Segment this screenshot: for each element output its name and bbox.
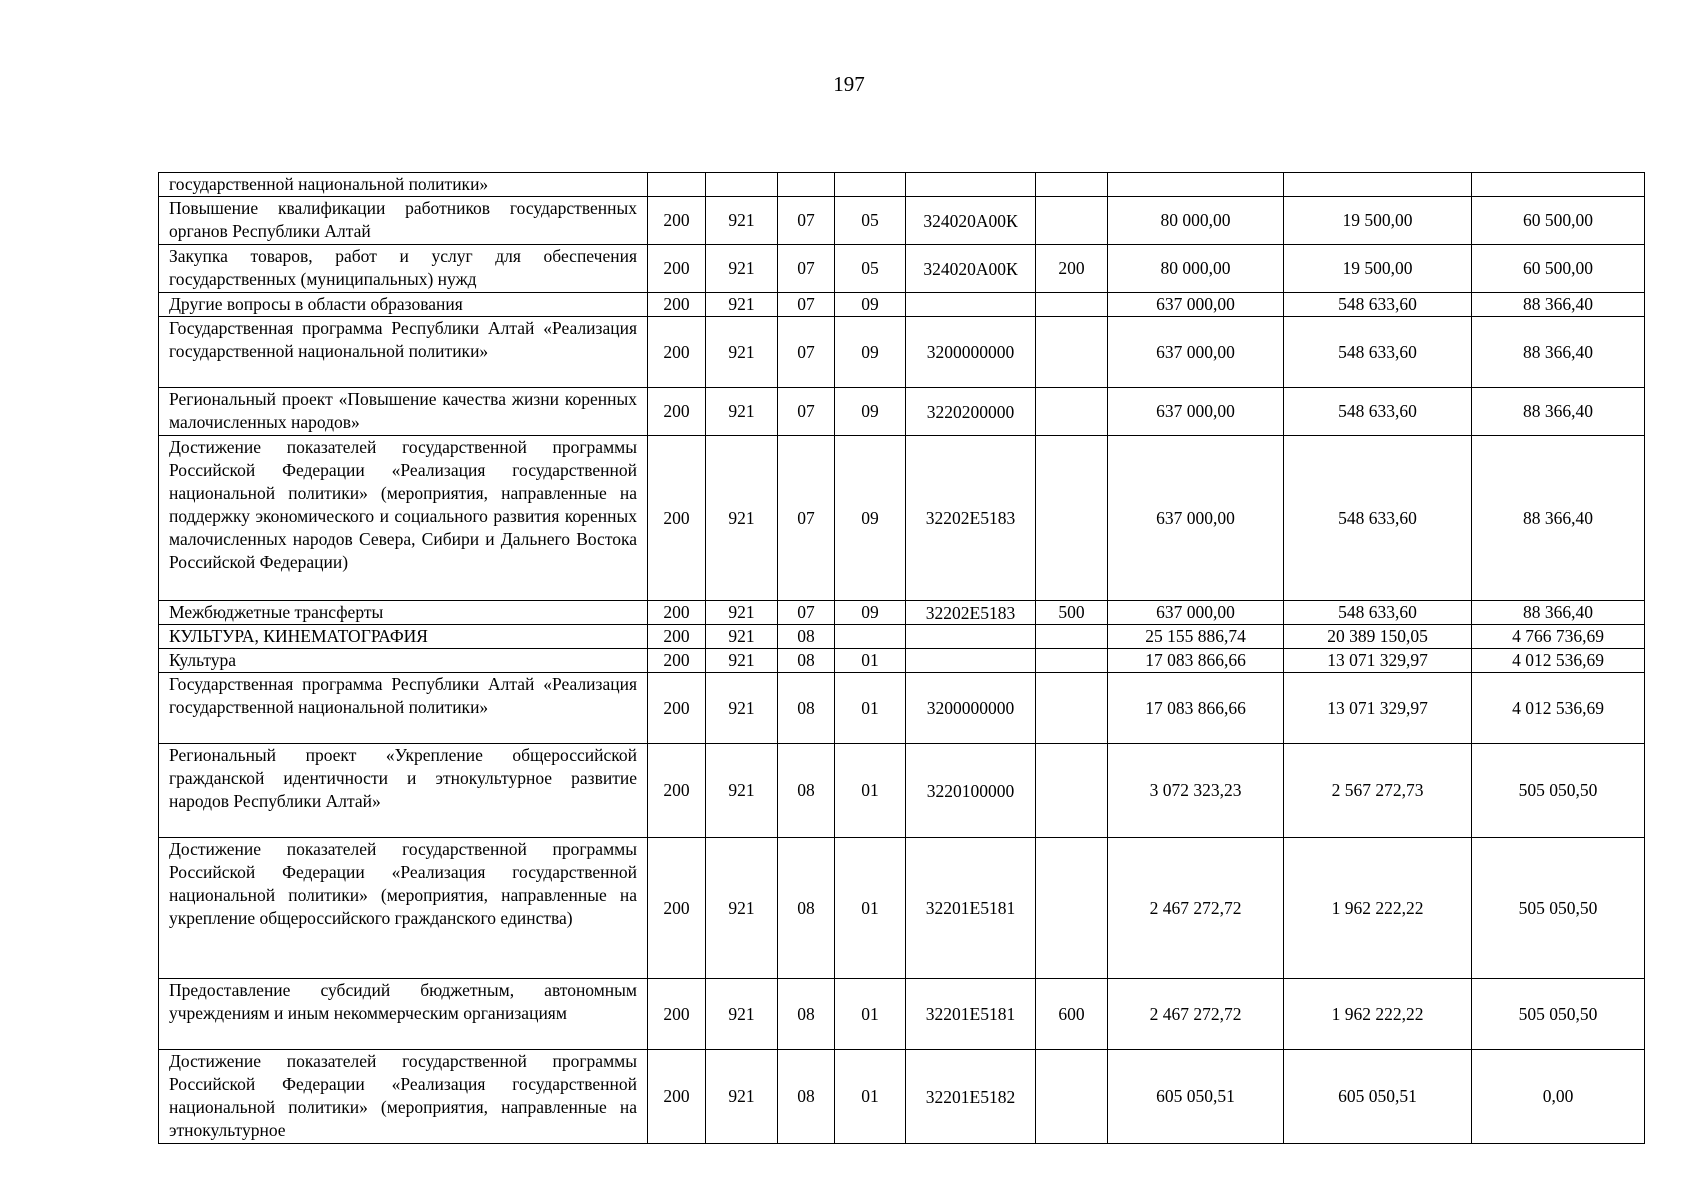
cell-expense-type bbox=[1036, 673, 1108, 744]
cell-amount-regional bbox=[1472, 173, 1645, 197]
cell-section: 08 bbox=[778, 625, 835, 649]
table-row bbox=[159, 625, 1645, 649]
row-description: Другие вопросы в области образования bbox=[159, 293, 648, 317]
cell-subsection: 09 bbox=[835, 317, 906, 388]
cell-amount-federal: 13 071 329,97 bbox=[1284, 673, 1472, 744]
cell-target-article: 3200000000 bbox=[906, 317, 1036, 388]
cell-subsection: 01 bbox=[835, 838, 906, 979]
cell-amount-total: 637 000,00 bbox=[1108, 388, 1284, 436]
cell-amount-total: 605 050,51 bbox=[1108, 1050, 1284, 1144]
cell-amount-total: 637 000,00 bbox=[1108, 601, 1284, 625]
cell-amount-federal: 548 633,60 bbox=[1284, 436, 1472, 601]
cell-section bbox=[778, 173, 835, 197]
cell-expense-type bbox=[1036, 649, 1108, 673]
cell-expense-type bbox=[1036, 197, 1108, 245]
table-row bbox=[159, 317, 1645, 388]
cell-amount-total: 2 467 272,72 bbox=[1108, 838, 1284, 979]
cell-amount-total: 637 000,00 bbox=[1108, 436, 1284, 601]
cell-amount-regional: 88 366,40 bbox=[1472, 601, 1645, 625]
cell-subsection: 01 bbox=[835, 649, 906, 673]
cell-target-article: 32201Е5181 bbox=[906, 979, 1036, 1050]
cell-admin-code: 200 bbox=[648, 601, 706, 625]
cell-amount-regional: 4 012 536,69 bbox=[1472, 673, 1645, 744]
cell-subsection: 05 bbox=[835, 197, 906, 245]
cell-section: 08 bbox=[778, 838, 835, 979]
cell-expense-type: 600 bbox=[1036, 979, 1108, 1050]
cell-grbs-code: 921 bbox=[706, 197, 778, 245]
row-description: Предоставление субсидий бюджетным, автономным учреждениям и иным некоммерческим организациям bbox=[159, 979, 648, 1050]
cell-expense-type bbox=[1036, 173, 1108, 197]
cell-target-article bbox=[906, 293, 1036, 317]
cell-amount-total bbox=[1108, 173, 1284, 197]
cell-amount-total: 2 467 272,72 bbox=[1108, 979, 1284, 1050]
table-row bbox=[159, 601, 1645, 625]
cell-amount-total: 637 000,00 bbox=[1108, 317, 1284, 388]
row-description: Культура bbox=[159, 649, 648, 673]
cell-amount-total: 3 072 323,23 bbox=[1108, 744, 1284, 838]
cell-amount-federal: 20 389 150,05 bbox=[1284, 625, 1472, 649]
cell-amount-federal: 548 633,60 bbox=[1284, 601, 1472, 625]
cell-grbs-code: 921 bbox=[706, 436, 778, 601]
cell-admin-code: 200 bbox=[648, 436, 706, 601]
cell-subsection: 09 bbox=[835, 388, 906, 436]
cell-expense-type: 500 bbox=[1036, 601, 1108, 625]
cell-admin-code: 200 bbox=[648, 245, 706, 293]
cell-subsection: 09 bbox=[835, 436, 906, 601]
cell-grbs-code: 921 bbox=[706, 744, 778, 838]
cell-expense-type bbox=[1036, 388, 1108, 436]
row-description: Повышение квалификации работников государственных органов Республики Алтай bbox=[159, 197, 648, 245]
cell-amount-regional: 88 366,40 bbox=[1472, 436, 1645, 601]
cell-section: 08 bbox=[778, 744, 835, 838]
cell-amount-regional: 88 366,40 bbox=[1472, 317, 1645, 388]
table-row bbox=[159, 979, 1645, 1050]
cell-target-article: 3220200000 bbox=[906, 388, 1036, 436]
cell-expense-type bbox=[1036, 744, 1108, 838]
table-row bbox=[159, 197, 1645, 245]
cell-target-article: 324020А00К bbox=[906, 197, 1036, 245]
cell-amount-total: 80 000,00 bbox=[1108, 197, 1284, 245]
row-description: Региональный проект «Повышение качества жизни коренных малочисленных народов» bbox=[159, 388, 648, 436]
cell-amount-federal: 13 071 329,97 bbox=[1284, 649, 1472, 673]
row-description: КУЛЬТУРА, КИНЕМАТОГРАФИЯ bbox=[159, 625, 648, 649]
cell-amount-total: 25 155 886,74 bbox=[1108, 625, 1284, 649]
cell-subsection: 05 bbox=[835, 245, 906, 293]
cell-admin-code: 200 bbox=[648, 744, 706, 838]
cell-admin-code: 200 bbox=[648, 979, 706, 1050]
cell-amount-federal: 2 567 272,73 bbox=[1284, 744, 1472, 838]
cell-amount-federal: 19 500,00 bbox=[1284, 197, 1472, 245]
cell-grbs-code: 921 bbox=[706, 838, 778, 979]
cell-admin-code: 200 bbox=[648, 293, 706, 317]
cell-section: 08 bbox=[778, 979, 835, 1050]
cell-amount-regional: 88 366,40 bbox=[1472, 388, 1645, 436]
cell-expense-type bbox=[1036, 1050, 1108, 1144]
cell-amount-federal: 1 962 222,22 bbox=[1284, 838, 1472, 979]
cell-subsection: 09 bbox=[835, 293, 906, 317]
cell-section: 07 bbox=[778, 388, 835, 436]
cell-grbs-code: 921 bbox=[706, 979, 778, 1050]
cell-amount-total: 17 083 866,66 bbox=[1108, 673, 1284, 744]
row-description: Достижение показателей государственной программы Российской Федерации «Реализация государственной национальной политики» (мероприятия, направленные на этнокультурное bbox=[159, 1050, 648, 1144]
page-number: 197 bbox=[833, 72, 865, 96]
cell-amount-regional: 0,00 bbox=[1472, 1050, 1645, 1144]
cell-grbs-code: 921 bbox=[706, 649, 778, 673]
cell-admin-code: 200 bbox=[648, 625, 706, 649]
table-row bbox=[159, 1050, 1645, 1144]
cell-amount-regional: 60 500,00 bbox=[1472, 245, 1645, 293]
table-row bbox=[159, 673, 1645, 744]
cell-amount-regional: 4 012 536,69 bbox=[1472, 649, 1645, 673]
cell-section: 08 bbox=[778, 1050, 835, 1144]
cell-amount-federal bbox=[1284, 173, 1472, 197]
cell-amount-federal: 605 050,51 bbox=[1284, 1050, 1472, 1144]
cell-section: 07 bbox=[778, 317, 835, 388]
cell-admin-code: 200 bbox=[648, 388, 706, 436]
cell-grbs-code bbox=[706, 173, 778, 197]
table-row bbox=[159, 649, 1645, 673]
cell-section: 07 bbox=[778, 197, 835, 245]
cell-grbs-code: 921 bbox=[706, 625, 778, 649]
row-description: Межбюджетные трансферты bbox=[159, 601, 648, 625]
cell-expense-type bbox=[1036, 293, 1108, 317]
cell-amount-regional: 505 050,50 bbox=[1472, 838, 1645, 979]
cell-amount-federal: 548 633,60 bbox=[1284, 293, 1472, 317]
cell-admin-code: 200 bbox=[648, 649, 706, 673]
row-description: Достижение показателей государственной программы Российской Федерации «Реализация государственной национальной политики» (мероприятия, направленные на укрепление общероссийского гражданского единства) bbox=[159, 838, 648, 979]
cell-expense-type bbox=[1036, 625, 1108, 649]
cell-admin-code bbox=[648, 173, 706, 197]
cell-subsection bbox=[835, 173, 906, 197]
cell-grbs-code: 921 bbox=[706, 601, 778, 625]
cell-grbs-code: 921 bbox=[706, 293, 778, 317]
cell-grbs-code: 921 bbox=[706, 1050, 778, 1144]
cell-subsection: 01 bbox=[835, 744, 906, 838]
cell-target-article: 32201Е5182 bbox=[906, 1050, 1036, 1144]
cell-subsection bbox=[835, 625, 906, 649]
cell-admin-code: 200 bbox=[648, 673, 706, 744]
row-description: Достижение показателей государственной программы Российской Федерации «Реализация государственной национальной политики» (мероприятия, направленные на поддержку экономического и социального развития коренных малочисленных народов Севера, Сибири и Дальнего Востока Российской Федерации) bbox=[159, 436, 648, 601]
table-row bbox=[159, 245, 1645, 293]
budget-table bbox=[158, 172, 1645, 1144]
cell-admin-code: 200 bbox=[648, 317, 706, 388]
row-description: государственной национальной политики» bbox=[159, 173, 648, 197]
cell-subsection: 01 bbox=[835, 1050, 906, 1144]
cell-target-article: 3200000000 bbox=[906, 673, 1036, 744]
cell-amount-total: 17 083 866,66 bbox=[1108, 649, 1284, 673]
cell-grbs-code: 921 bbox=[706, 317, 778, 388]
cell-target-article bbox=[906, 625, 1036, 649]
table-row bbox=[159, 173, 1645, 197]
cell-grbs-code: 921 bbox=[706, 388, 778, 436]
cell-section: 07 bbox=[778, 245, 835, 293]
cell-amount-regional: 505 050,50 bbox=[1472, 744, 1645, 838]
cell-target-article: 32202Е5183 bbox=[906, 436, 1036, 601]
cell-section: 07 bbox=[778, 293, 835, 317]
cell-expense-type: 200 bbox=[1036, 245, 1108, 293]
row-description: Государственная программа Республики Алтай «Реализация государственной национальной политики» bbox=[159, 673, 648, 744]
cell-section: 07 bbox=[778, 601, 835, 625]
cell-amount-regional: 88 366,40 bbox=[1472, 293, 1645, 317]
cell-section: 07 bbox=[778, 436, 835, 601]
table-row bbox=[159, 388, 1645, 436]
cell-amount-federal: 548 633,60 bbox=[1284, 317, 1472, 388]
cell-target-article: 324020А00К bbox=[906, 245, 1036, 293]
cell-target-article: 3220100000 bbox=[906, 744, 1036, 838]
cell-target-article: 32202Е5183 bbox=[906, 601, 1036, 625]
cell-amount-total: 637 000,00 bbox=[1108, 293, 1284, 317]
cell-amount-regional: 4 766 736,69 bbox=[1472, 625, 1645, 649]
cell-section: 08 bbox=[778, 673, 835, 744]
cell-amount-federal: 1 962 222,22 bbox=[1284, 979, 1472, 1050]
cell-target-article bbox=[906, 173, 1036, 197]
table-row bbox=[159, 436, 1645, 601]
cell-target-article: 32201Е5181 bbox=[906, 838, 1036, 979]
table-row bbox=[159, 744, 1645, 838]
cell-subsection: 01 bbox=[835, 673, 906, 744]
cell-target-article bbox=[906, 649, 1036, 673]
cell-amount-regional: 60 500,00 bbox=[1472, 197, 1645, 245]
row-description: Региональный проект «Укрепление общероссийской гражданской идентичности и этнокультурное развитие народов Республики Алтай» bbox=[159, 744, 648, 838]
cell-expense-type bbox=[1036, 436, 1108, 601]
cell-amount-total: 80 000,00 bbox=[1108, 245, 1284, 293]
row-description: Закупка товаров, работ и услуг для обеспечения государственных (муниципальных) нужд bbox=[159, 245, 648, 293]
cell-subsection: 01 bbox=[835, 979, 906, 1050]
cell-grbs-code: 921 bbox=[706, 245, 778, 293]
row-description: Государственная программа Республики Алтай «Реализация государственной национальной политики» bbox=[159, 317, 648, 388]
table-row bbox=[159, 293, 1645, 317]
table-row bbox=[159, 838, 1645, 979]
cell-admin-code: 200 bbox=[648, 838, 706, 979]
cell-amount-federal: 548 633,60 bbox=[1284, 388, 1472, 436]
cell-amount-regional: 505 050,50 bbox=[1472, 979, 1645, 1050]
cell-subsection: 09 bbox=[835, 601, 906, 625]
cell-expense-type bbox=[1036, 317, 1108, 388]
cell-admin-code: 200 bbox=[648, 197, 706, 245]
cell-amount-federal: 19 500,00 bbox=[1284, 245, 1472, 293]
cell-grbs-code: 921 bbox=[706, 673, 778, 744]
cell-expense-type bbox=[1036, 838, 1108, 979]
cell-section: 08 bbox=[778, 649, 835, 673]
cell-admin-code: 200 bbox=[648, 1050, 706, 1144]
